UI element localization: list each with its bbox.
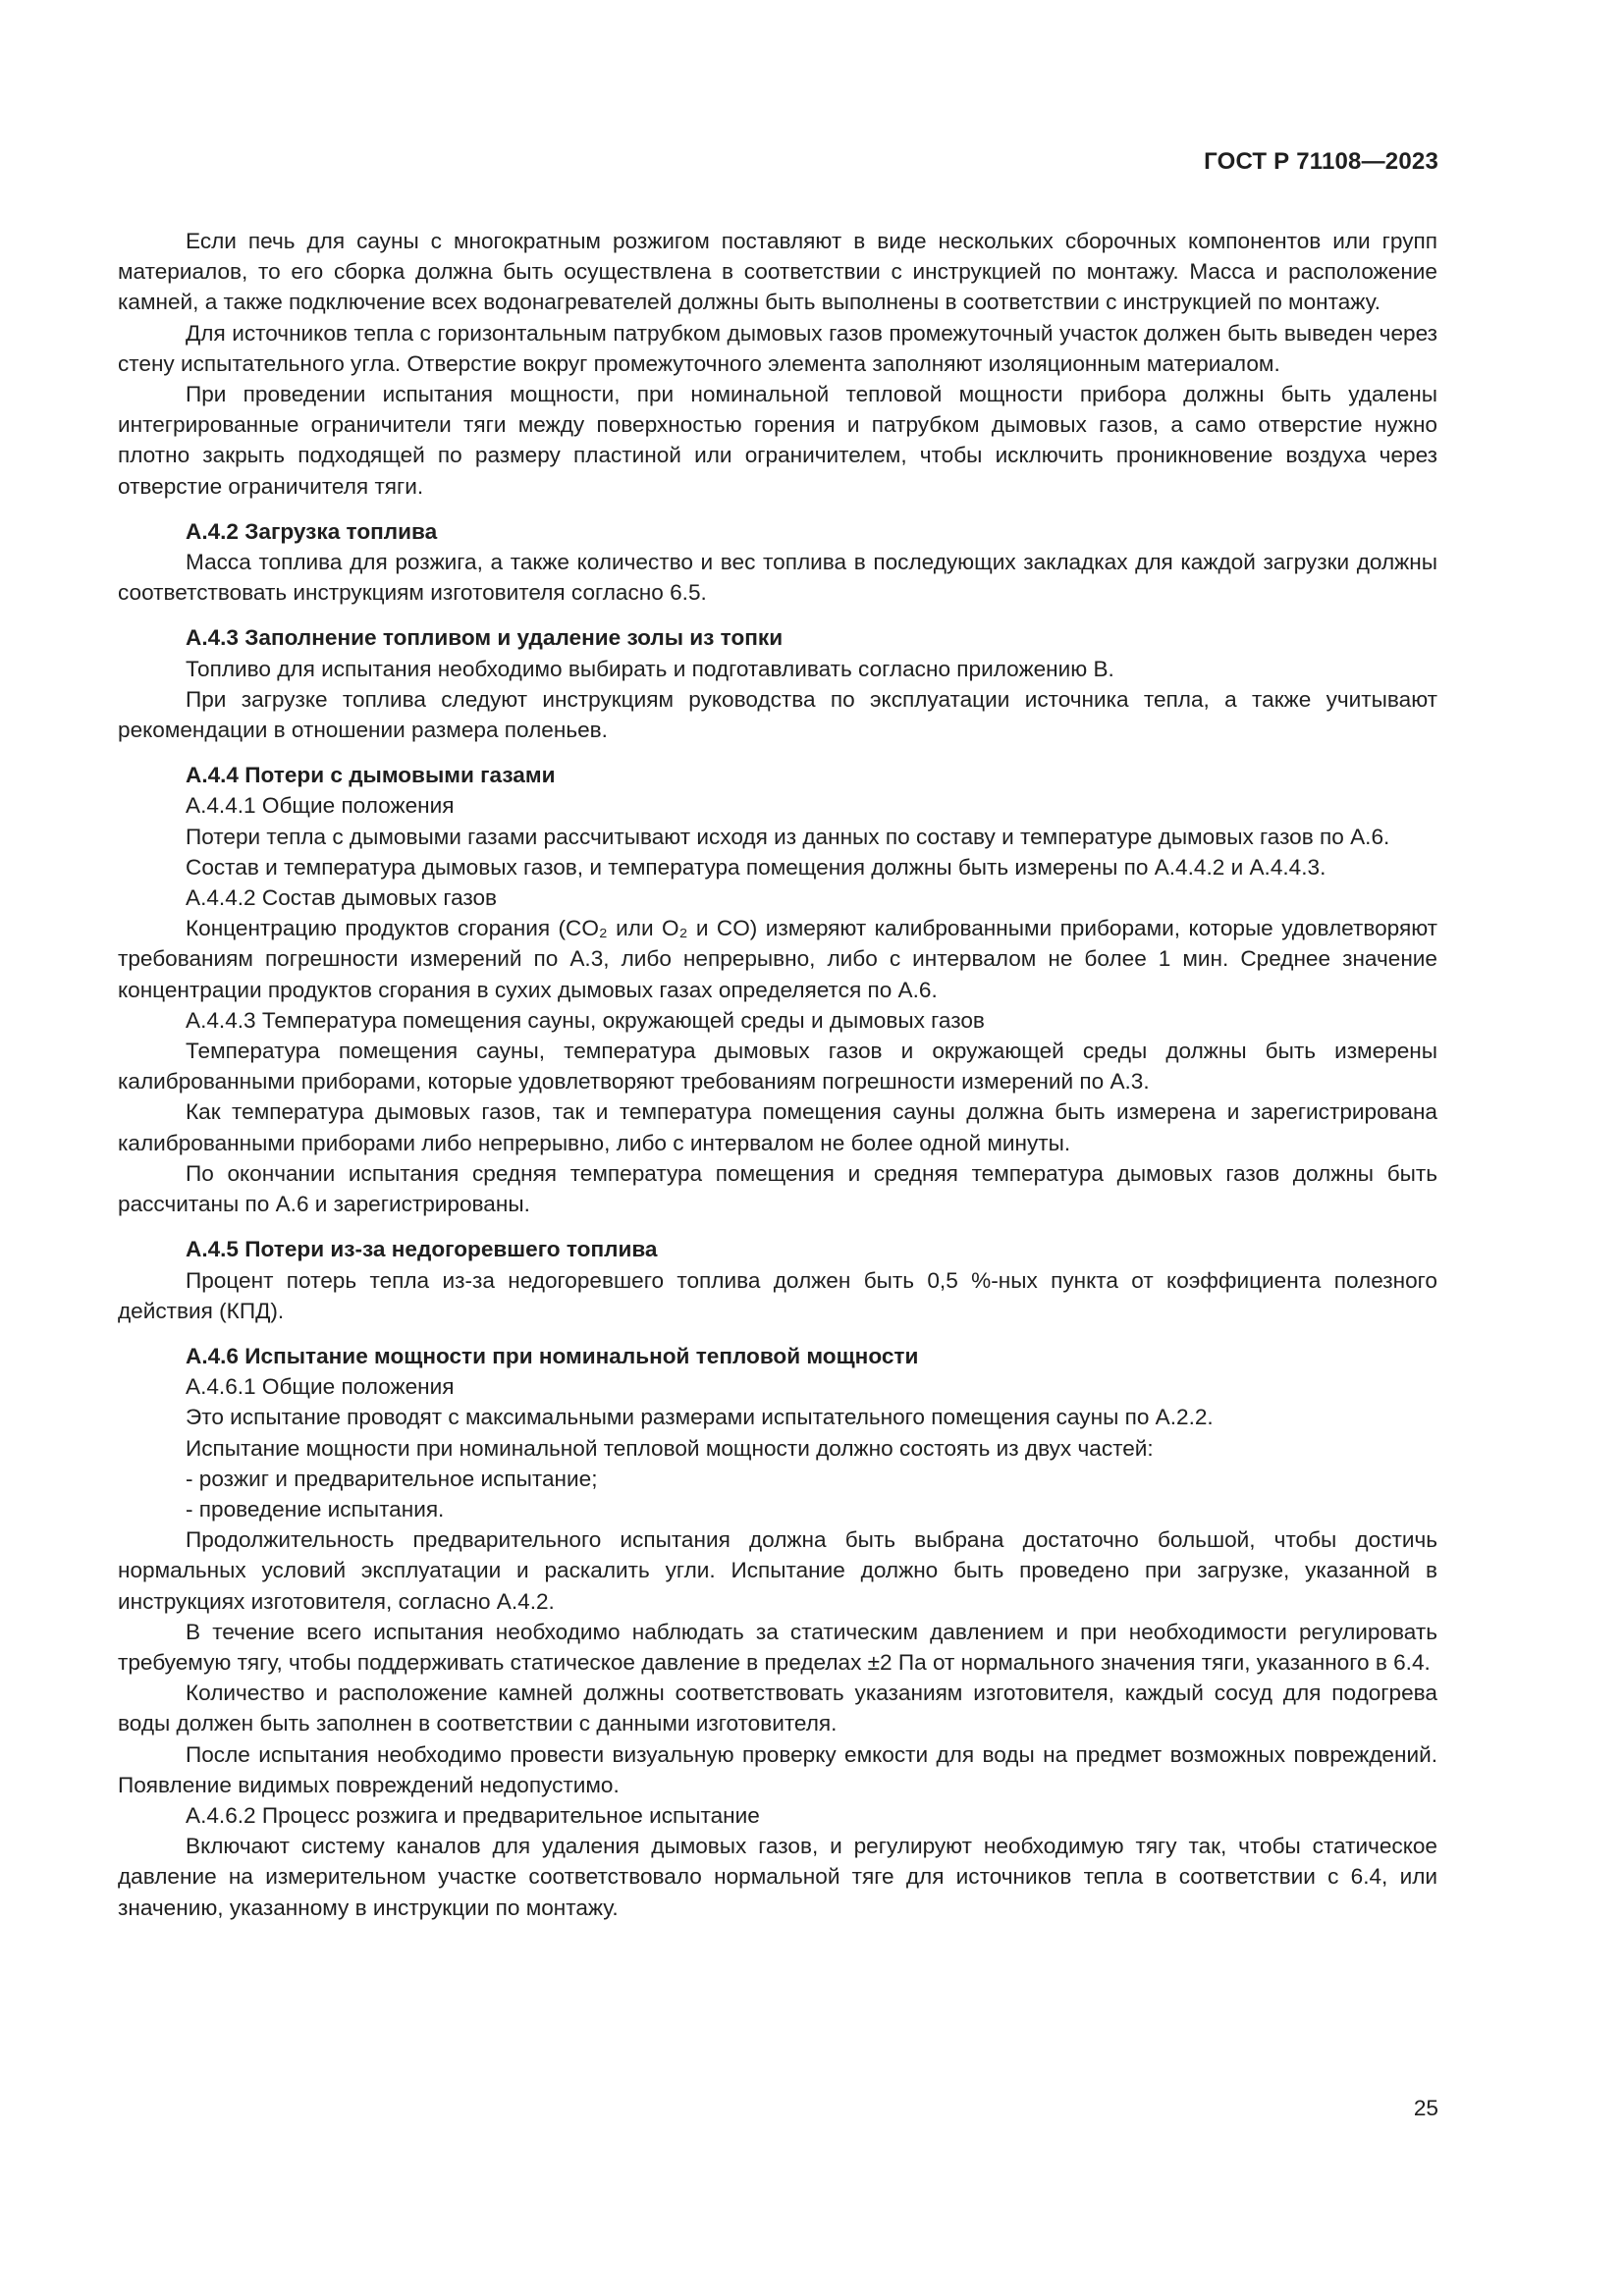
paragraph: Топливо для испытания необходимо выбирать и подготавливать согласно приложению В.	[186, 656, 1114, 681]
paragraph: По окончании испытания средняя температура помещения и средняя температура дымовых газов должны быть рассчитаны по А.6 и зарегистрированы.	[118, 1160, 1437, 1217]
paragraph: Если печь для сауны с многократным розжигом поставляют в виде нескольких сборочных компонентов или групп материалов, то его сборка должна быть осуществлена в соответствии с инструкцией по монтажу. Масса и расположение камней, а также подключение всех водонагревателей должны быть выполнены в соответствии с инструкцией по монтажу.	[118, 229, 1437, 315]
subsection-title: А.4.4.3 Температура помещения сауны, окружающей среды и дымовых газов	[186, 1007, 985, 1033]
list-item: - проведение испытания.	[186, 1496, 445, 1522]
paragraph: Температура помещения сауны, температура дымовых газов и окружающей среды должны быть измерены калиброванными приборами, которые удовлетворяют требованиям погрешности измерений по А.3.	[118, 1039, 1437, 1095]
paragraph: Для источников тепла с горизонтальным патрубком дымовых газов промежуточный участок должен быть выведен через стену испытательного угла. Отверстие вокруг промежуточного элемента заполняют изоляционным материалом.	[118, 320, 1437, 376]
subsection-title: А.4.4.2 Состав дымовых газов	[186, 885, 498, 911]
paragraph: В течение всего испытания необходимо наблюдать за статическим давлением и при необходимости регулировать требуемую тягу, чтобы поддерживать статическое давление в пределах ±2 Па от нормального значения тяги, указанного в 6.4.	[118, 1619, 1437, 1675]
section-heading-a-4-6: А.4.6 Испытание мощности при номинальной тепловой мощности	[186, 1343, 919, 1368]
section-heading-a-4-5: А.4.5 Потери из-за недогоревшего топлива	[186, 1237, 658, 1262]
paragraph: Это испытание проводят с максимальными размерами испытательного помещения сауны по А.2.2.	[186, 1405, 1214, 1430]
section-heading-a-4-3: А.4.3 Заполнение топливом и удаление золы из топки	[186, 625, 784, 651]
paragraph: Состав и температура дымовых газов, и температура помещения должны быть измерены по А.4.4.2 и А.4.4.3.	[186, 854, 1326, 880]
paragraph: Испытание мощности при номинальной тепловой мощности должно состоять из двух частей:	[186, 1435, 1154, 1461]
body-text	[118, 226, 1437, 1923]
paragraph: Масса топлива для розжига, а также количество и вес топлива в последующих закладках для каждой загрузки должны соответствовать инструкциям изготовителя согласно 6.5.	[118, 550, 1437, 606]
paragraph: Потери тепла с дымовыми газами рассчитывают исходя из данных по составу и температуре дымовых газов по А.6.	[186, 824, 1390, 849]
paragraph: Продолжительность предварительного испытания должна быть выбрана достаточно большой, чтобы достичь нормальных условий эксплуатации и раскалить угли. Испытание должно быть проведено при загрузке, указанной в инструкциях изготовителя, согласно А.4.2.	[118, 1527, 1437, 1614]
paragraph: Концентрацию продуктов сгорания (CO₂ или O₂ и CO) измеряют калиброванными приборами, которые удовлетворяют требованиям погрешности измерений по А.3, либо непрерывно, либо с интервалом не более 1 мин. Среднее значение концентрации продуктов сгорания в сухих дымовых газах определяется по А.6.	[118, 916, 1437, 1002]
list-item: - розжиг и предварительное испытание;	[186, 1466, 598, 1491]
subsection-title: А.4.6.1 Общие положения	[186, 1374, 455, 1400]
section-heading-a-4-2: А.4.2 Загрузка топлива	[186, 518, 438, 544]
paragraph: При загрузке топлива следуют инструкциям руководства по эксплуатации источника тепла, а также учитывают рекомендации в отношении размера поленьев.	[118, 686, 1437, 743]
page-number: 25	[1413, 2096, 1438, 2120]
subsection-title: А.4.4.1 Общие положения	[186, 793, 455, 819]
paragraph: Количество и расположение камней должны соответствовать указаниям изготовителя, каждый сосуд для подогрева воды должен быть заполнен в соответствии с данными изготовителя.	[118, 1681, 1437, 1736]
standard-code-header: ГОСТ Р 71108—2023	[1204, 148, 1438, 175]
paragraph: Как температура дымовых газов, так и температура помещения сауны должна быть измерена и зарегистрирована калиброванными приборами либо непрерывно, либо с интервалом не более одной минуты.	[118, 1099, 1437, 1155]
paragraph: При проведении испытания мощности, при номинальной тепловой мощности прибора должны быть удалены интегрированные ограничители тяги между поверхностью горения и патрубком дымовых газов, а само отверстие нужно плотно закрыть подходящей по размеру пластиной или ограничителем, чтобы исключить проникновение воздуха через отверстие ограничителя тяги.	[118, 382, 1437, 499]
subsection-title: А.4.6.2 Процесс розжига и предварительное испытание	[186, 1802, 760, 1828]
paragraph: Процент потерь тепла из-за недогоревшего топлива должен быть 0,5 %-ных пункта от коэффициента полезного действия (КПД).	[118, 1267, 1437, 1323]
section-heading-a-4-4: А.4.4 Потери с дымовыми газами	[186, 763, 556, 788]
paragraph: Включают систему каналов для удаления дымовых газов, и регулируют необходимую тягу так, чтобы статическое давление на измерительном участке соответствовало нормальной тяге для источников тепла в соответствии с 6.4, или значению, указанному в инструкции по монтажу.	[118, 1834, 1437, 1920]
paragraph: После испытания необходимо провести визуальную проверку емкости для воды на предмет возможных повреждений. Появление видимых повреждений недопустимо.	[118, 1741, 1437, 1797]
